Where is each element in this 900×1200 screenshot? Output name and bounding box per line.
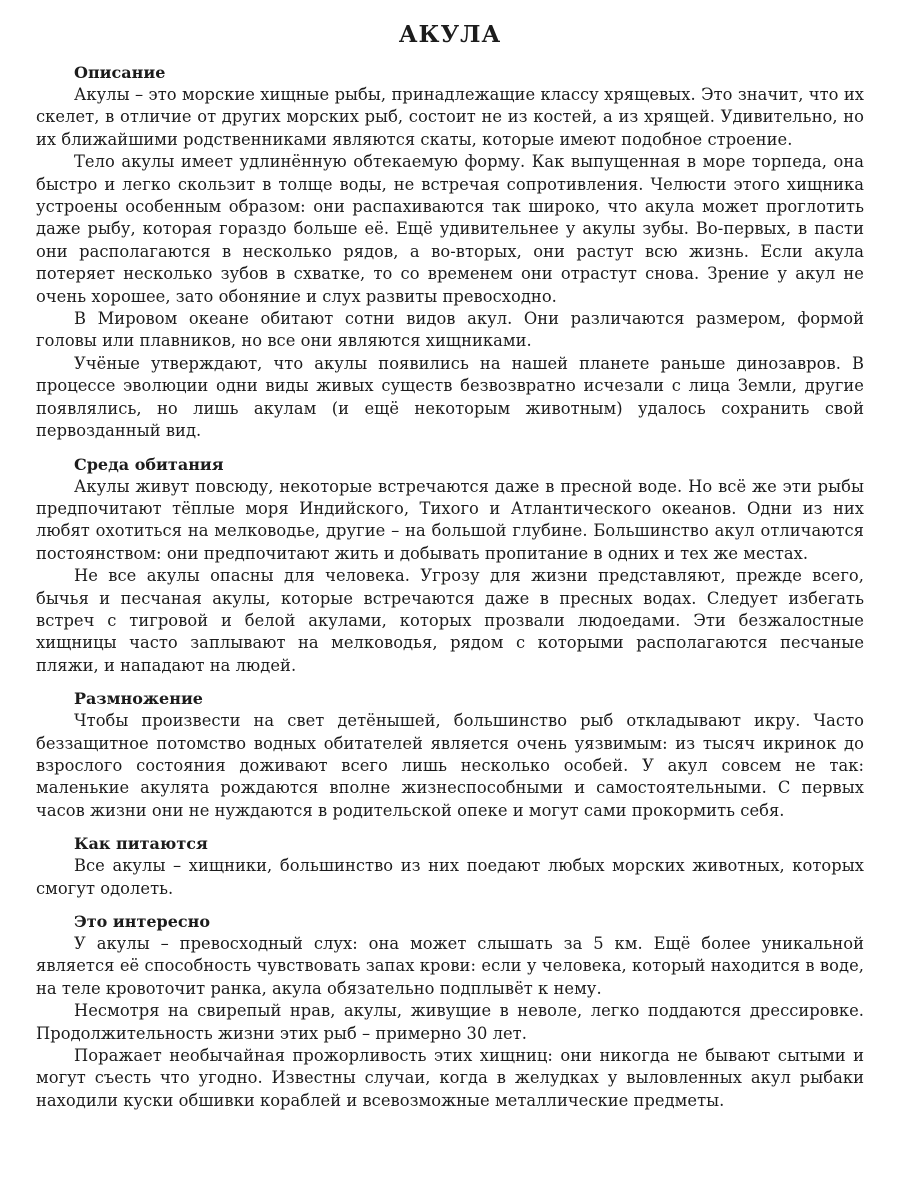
section-description [36,62,864,443]
paragraph: Чтобы произвести на свет детёнышей, большинство рыб откладывают икру. Часто беззащитное потомство водных обитателей является очень уязвимым: из тысяч икринок до взрослого состояния доживают всего лишь несколько особей. У акул совсем не так: маленькие акулята рождаются вполне жизнеспособными и самостоятельными. С первых часов жизни они не нуждаются в родительской опеке и могут сами прокормить себя. [36,711,864,820]
document-title: АКУЛА [398,21,502,48]
paragraph: Акулы живут повсюду, некоторые встречаются даже в пресной воде. Но всё же эти рыбы предпочитают тёплые моря Индийского, Тихого и Атлантического океанов. Одни из них любят охотиться на мелководье, другие – на большой глубине. Большинство акул отличаются постоянством: они предпочитают жить и добывать пропитание в одних и тех же местах. [36,476,864,563]
paragraph: Тело акулы имеет удлинённую обтекаемую форму. Как выпущенная в море торпеда, она быстро и легко скользит в толще воды, не встречая сопротивления. Челюсти этого хищника устроены особенным образом: они распахиваются так широко, что акула может проглотить даже рыбу, которая гораздо больше её. Ещё удивительнее у акулы зубы. Во-первых, в пасти они располагаются в несколько рядов, а во-вторых, они растут всю жизнь. Если акула потеряет несколько зубов в схватке, то со временем они отрастут снова. Зрение у акул не очень хорошее, зато обоняние и слух развиты превосходно. [36,152,864,306]
section-heading: Размножение [74,689,203,709]
section-heading: Описание [74,63,166,82]
paragraph: Акулы – это морские хищные рыбы, принадлежащие классу хрящевых. Это значит, что их скелет, в отличие от других морских рыб, состоит не из костей, а из хрящей. Удивительно, но их ближайшими родственниками являются скаты, которые имеют подобное строение. [36,85,864,149]
paragraph: В Мировом океане обитают сотни видов акул. Они различаются размером, формой головы или плавников, но все они являются хищниками. [36,309,864,351]
paragraph: Несмотря на свирепый нрав, акулы, живущие в неволе, легко поддаются дрессировке. Продолжительность жизни этих рыб – примерно 30 лет. [36,1001,864,1043]
section-reproduction [36,688,864,822]
section-heading: Это интересно [74,912,211,931]
paragraph: Все акулы – хищники, большинство из них поедают любых морских животных, которых смогут одолеть. [36,856,864,898]
section-heading: Как питаются [74,834,208,854]
paragraph: Не все акулы опасны для человека. Угрозу для жизни представляют, прежде всего, бычья и песчаная акулы, которые встречаются даже в пресных водах. Следует избегать встреч с тигровой и белой акулами, которых прозвали людоедами. Эти безжалостные хищницы часто заплывают на мелководья, рядом с которыми располагаются песчаные пляжи, и нападают на людей. [36,566,864,675]
section-heading: Среда обитания [74,454,224,474]
section-interesting [36,911,864,1112]
paragraph: У акулы – превосходный слух: она может слышать за 5 км. Ещё более уникальной является её способность чувствовать запах крови: если у человека, который находится в воде, на теле кровоточит ранка, акула обязательно подплывёт к нему. [36,934,864,998]
paragraph: Учёные утверждают, что акулы появились на нашей планете раньше динозавров. В процессе эволюции одни виды живых существ безвозвратно исчезали с лица Земли, другие появлялись, но лишь акулам (и ещё некоторым животным) удалось сохранить свой первозданный вид. [36,353,864,441]
section-feeding [36,833,864,900]
paragraph: Поражает необычайная прожорливость этих хищниц: они никогда не бывают сытыми и могут съесть что угодно. Известны случаи, когда в желудках у выловленных акул рыбаки находили куски обшивки кораблей и всевозможные металлические предметы. [36,1046,864,1110]
section-habitat [36,454,864,678]
